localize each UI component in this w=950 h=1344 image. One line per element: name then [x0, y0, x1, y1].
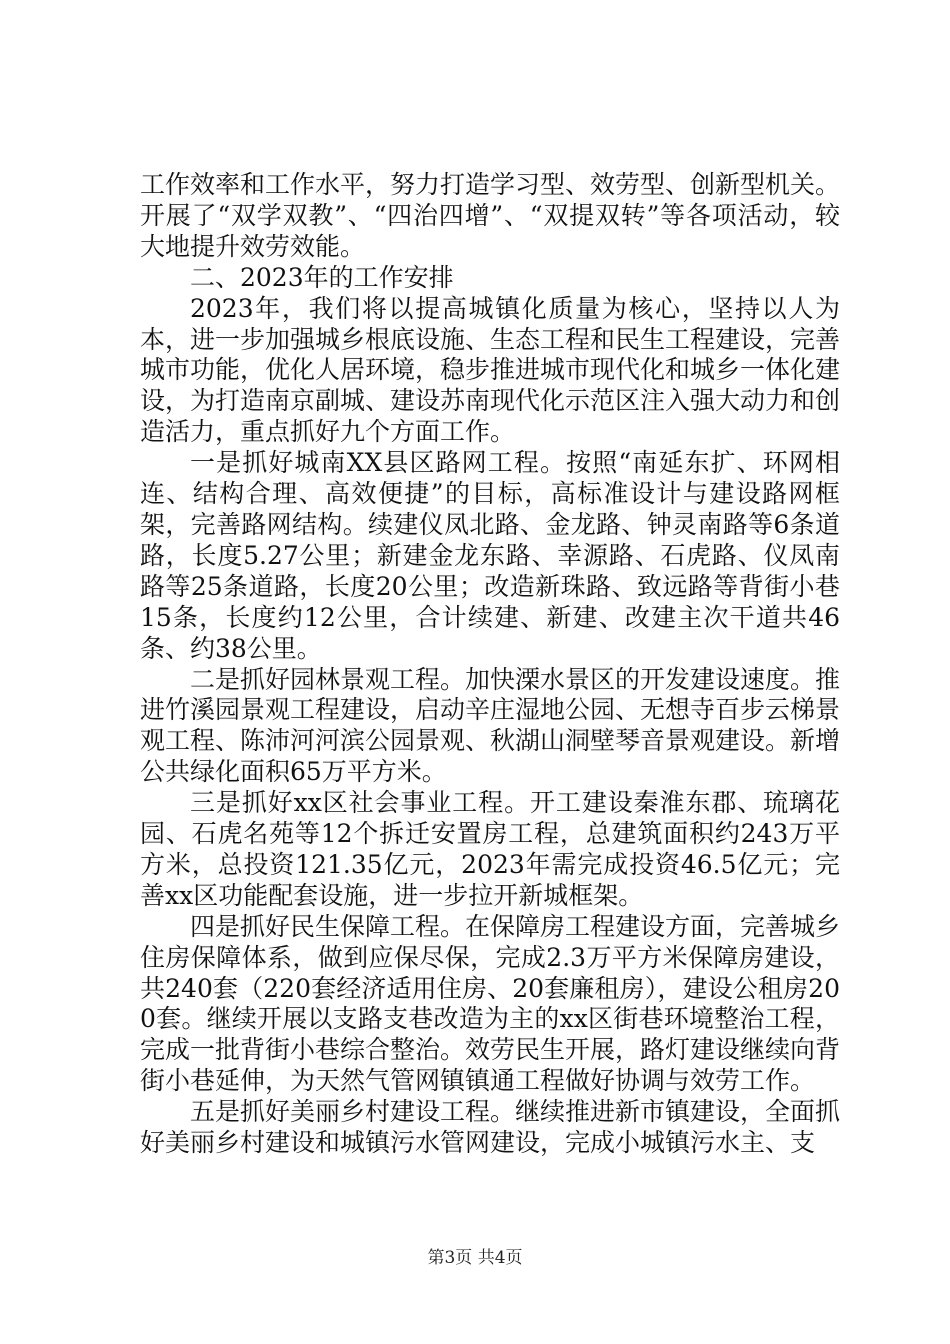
paragraph-road-network: 一是抓好城南XX县区路网工程。按照“南延东扩、环网相连、结构合理、高效便捷”的目标，高标准设计与建设路网框架，完善路网结构。续建仪凤北路、金龙路、钟灵南路等6条道路，长度5.27公里；新建金龙东路、幸源路、石虎路、仪凤南路等25条道路，长度20公里；改造新珠路、致远路等背街小巷15条，长度约12公里，合计续建、新建、改建主次干道共46条、约38公里。 — [140, 448, 840, 663]
paragraph-social-affairs: 三是抓好xx区社会事业工程。开工建设秦淮东郡、琉璃花园、石虎名苑等12个拆迁安置房工程，总建筑面积约243万平方米，总投资121.35亿元，2023年需完成投资46.5亿元；完善xx区功能配套设施，进一步拉开新城框架。 — [140, 788, 840, 910]
paragraph-rural: 五是抓好美丽乡村建设工程。继续推进新市镇建设，全面抓好美丽乡村建设和城镇污水管网建设，完成小城镇污水主、支 — [140, 1097, 841, 1158]
paragraph-landscape: 二是抓好园林景观工程。加快溧水景区的开发建设速度。推进竹溪园景观工程建设，启动辛庄湿地公园、无想寺百步云梯景观工程、陈沛河河滨公园景观、秋湖山洞壁琴音景观建设。新增公共绿化面积65万平方米。 — [140, 664, 841, 787]
paragraph-livelihood: 四是抓好民生保障工程。在保障房工程建设方面，完善城乡住房保障体系，做到应保尽保，完成2.3万平方米保障房建设，共240套（220套经济适用住房、20套廉租房），建设公租房200套。继续开展以支路支巷改造为主的xx区街巷环境整治工程，完成一批背街小巷综合整治。效劳民生开展，路灯建设继续向背街小巷延伸，为天然气管网镇镇通工程做好协调与效劳工作。 — [140, 911, 841, 1096]
paragraph-continuation: 工作效率和工作水平，努力打造学习型、效劳型、创新型机关。开展了“双学双教”、“四治四增”、“双提双转”等各项活动，较大地提升效劳效能。 — [140, 170, 841, 261]
section-heading: 二、2023年的工作安排 — [190, 262, 454, 292]
paragraph-overview: 2023年，我们将以提高城镇化质量为核心，坚持以人为本，进一步加强城乡根底设施、生态工程和民生工程建设，完善城市功能，优化人居环境，稳步推进城市现代化和城乡一体化建设，为打造南京副城、建设苏南现代化示范区注入强大动力和创造活力，重点抓好九个方面工作。 — [140, 293, 841, 447]
document-body — [140, 170, 840, 1159]
page-number: 第3页 共4页 — [427, 1248, 523, 1268]
